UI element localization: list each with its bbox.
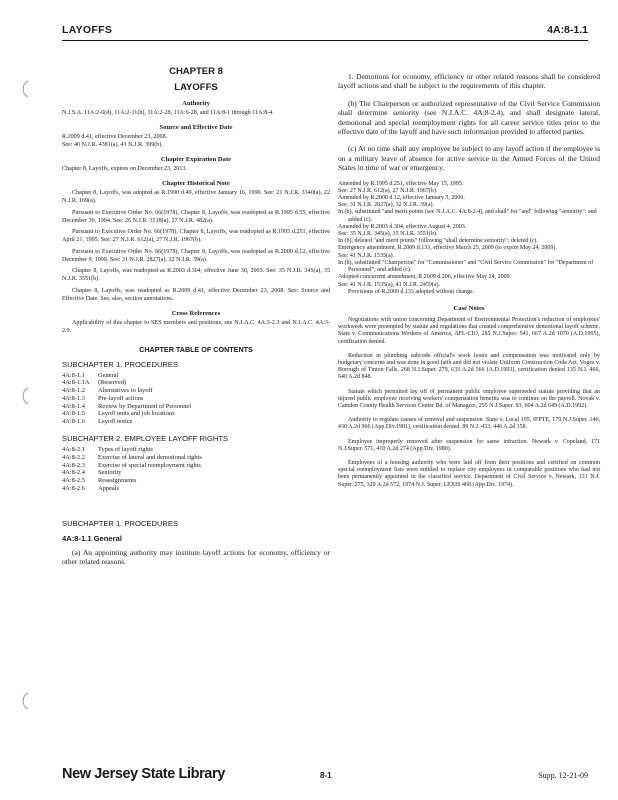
header-section: 4A:8-1.1: [547, 24, 588, 36]
toc-entry-number: 4A:8-1.2: [62, 387, 85, 395]
history-note: Chapter 8, Layoffs, was adopted as R.1990 d.49, effective January 16, 1990. See: 21 N.J.R. 3340(a), 22 N.J.R. 169(a).: [62, 190, 330, 204]
toc-entry-title: (Reserved): [98, 379, 127, 387]
page-footer: [62, 760, 588, 782]
case-note: Reduction in plumbing subcode official's work hours and compensation was motivated only by budgetary concerns and was done in good faith and did not violate Uniform Construction Code Act. Voges v. Borough of Tinton Falls, 268 N.J.Super. 279, 633 A.2d 566 (A.D.1993), certification denied 135 N.J. 466, 640 A.2d 848.: [338, 352, 600, 381]
toc-entry-title: Pre-layoff actions: [98, 394, 144, 402]
amendment-line: See: 35 N.J.R. 345(a), 35 N.J.R. 3551(b).: [338, 231, 438, 238]
chapter-number: CHAPTER 8: [169, 66, 223, 77]
history-note: Pursuant to Executive Order No. 66(1978), Chapter 8, Layoffs, was readopted as R.1995 d.251, effective April 21, 1995. See: 27 N.J.R. 612(a), 27 N.J.R. 1967(b).: [62, 229, 330, 243]
toc-entry[interactable]: [62, 379, 330, 387]
amendment-line: In (b), substituted "and merit points (see N.J.A.C. 4A:8-2.4), and shall" for "and" following "seniority"; and added (c).: [338, 209, 597, 223]
rule-paragraph: (b) The Chairperson or authorized representative of the Civil Service Commission shall determine seniority (see N.J.A.C. 4A:8-2.4), and shall designate lateral, demotional and special reemployment rights for all career service titles prior to the effective date of the layoff and have such information provided to affected parties.: [338, 98, 600, 137]
running-header: [62, 22, 588, 41]
toc-entry-number: 4A:8-1.4: [62, 402, 85, 410]
toc-subchapter-1: SUBCHAPTER 1. PROCEDURES: [62, 359, 179, 369]
rule-paragraph: (c) At no time shall any employee be subject to any layoff action if the employee is on a military leave of absence for active service in the Armed Forces of the United States in time of war or emergency.: [338, 144, 600, 173]
amendment-line: Emergency amendment, R.2009 d.133, effective March 25, 2009 (to expire May 24, 2009).: [338, 245, 557, 252]
toc-entry-title: Appeals: [98, 485, 119, 493]
case-note: Statute which permitted lay off of permanent public employee superseded statute providing that an injured public employee receiving workers' compensation benefits was to continue on the payroll. Novak v. Camden County Health Services Center Bd. of Managers, 255 N.J.Super. 93, 604 A.2d 649 (A.D.1992).: [338, 388, 600, 409]
source-line: R.2009 d.41, effective December 23, 2008.: [62, 134, 168, 140]
toc-entry[interactable]: [62, 372, 330, 380]
toc-entry[interactable]: [62, 387, 330, 395]
toc-entry[interactable]: [62, 403, 330, 411]
toc-heading: CHAPTER TABLE OF CONTENTS: [139, 344, 253, 354]
toc-list-subchapter-2: [62, 446, 330, 493]
toc-entry-number: 4A:8-1.5: [62, 410, 85, 418]
amendment-line: Amended by R.1995 d.251, effective May 15, 1995.: [338, 180, 464, 187]
toc-entry-number: 4A:8-2.1: [62, 446, 85, 454]
case-note: Negotiations with union concerning Department of Environmental Protection's reduction of employees' workweek were preempted by statute and regulations that created comprehensive demotional layoff scheme. State v. Communications Workers of America, AFL-CIO, 285 N.J.Super. 541, 667 A.2d 1070 (A.D.1995), certification denied.: [338, 316, 600, 345]
library-watermark: New Jersey State Library: [62, 766, 225, 782]
toc-entry-title: Types of layoff rights: [98, 446, 153, 454]
expiration-text: Chapter 8, Layoffs, expires on December 23, 2013.: [62, 166, 187, 172]
toc-entry-number: 4A:8-2.2: [62, 453, 85, 461]
toc-list-subchapter-1: [62, 372, 330, 427]
case-note: Authority to regulate causes of removal and suspension. State v. Local 195, IFPTE, 179 N.J.Super. 146, 430 A.2d 966 (App.Div.1981), certification denied, 89 N.J. 433, 446 A.2d 158.: [338, 417, 600, 431]
cross-references-text: Applicability of this chapter to SES members and positions, see N.J.A.C. 4A:3-2.3 and N.J.A.C. 4A:3-2.9.: [62, 319, 330, 334]
authority-text: N.J.S.A. 11A:2-6(d), 11A:2-11(h), 11A:2-28, 11A:6-28, and 11A:8-1 through 11A:8-4.: [62, 110, 274, 116]
toc-entry-number: 4A:8-2.5: [62, 477, 85, 485]
toc-entry[interactable]: [62, 410, 330, 418]
toc-entry-title: Layoff notice: [98, 418, 133, 426]
section-heading: 4A:8-1.1 General: [62, 533, 122, 543]
history-note: Pursuant to Executive Order No. 66(1978), Chapter 8, Layoffs, was readopted as R.2000 d.12, effective December 9, 1999. See: 31 N.J.R. 2827(a), 32 N.J.R. 39(a).: [62, 248, 330, 263]
toc-entry[interactable]: [62, 477, 330, 485]
toc-entry-number: 4A:8-1.1: [62, 371, 85, 379]
source-line: See: 40 N.J.R. 4381(a), 41 N.J.R. 399(b).: [62, 142, 163, 148]
punch-hole-mark: [12, 385, 34, 407]
toc-entry-number: 4A:8-1.1A: [62, 379, 90, 387]
toc-entry-title: Exercise of lateral and demotional rights: [98, 453, 202, 461]
toc-entry[interactable]: [62, 446, 330, 454]
authority-heading: Authority: [182, 100, 210, 107]
amendment-line: See: 41 N.J.R. 1535(a).: [338, 252, 395, 259]
punch-hole-mark: [12, 78, 34, 100]
page-number: 8-1: [320, 771, 332, 780]
amendment-line: Amended by R.2003 d.304, effective August 4, 2003.: [338, 223, 467, 230]
history-note: Pursuant to Executive Order No. 66(1978), Chapter 8, Layoffs, was readopted as R.1995 d.55, effective December 30, 1994. See: 26 N.J.R. 3518(a), 27 N.J.R. 482(a).: [62, 209, 330, 224]
toc-entry-number: 4A:8-2.4: [62, 469, 85, 477]
amendment-line: See: 41 N.J.R. 1535(a), 41 N.J.R. 2459(a).: [338, 281, 440, 288]
toc-entry-title: Seniority: [98, 469, 122, 477]
amendment-notes: [338, 181, 600, 296]
amendment-line: Adopted concurrent amendment, R.2009 d.206, effective May 24, 2009.: [338, 274, 512, 281]
toc-entry[interactable]: [62, 485, 330, 493]
chapter-title: LAYOFFS: [174, 82, 218, 93]
amendment-line: In (b), deleted "and merit points" following "shall determine seniority"; deleted (c).: [338, 238, 538, 245]
toc-entry[interactable]: [62, 418, 330, 426]
left-column: [62, 66, 330, 567]
history-note: Chapter 8, Layoffs, was readopted as R.2009 d.41, effective December 23, 2008. See: Source and Effective Date. See, also, section annotations.: [62, 287, 330, 302]
toc-entry[interactable]: [62, 469, 330, 477]
amendment-line: See: 27 N.J.R. 612(a), 27 N.J.R. 1967(b).: [338, 187, 438, 194]
header-title: LAYOFFS: [62, 24, 113, 36]
amendment-line: Amended by R.2000 d.12, effective January 3, 2000.: [338, 195, 465, 202]
subchapter-heading: SUBCHAPTER 1. PROCEDURES: [62, 518, 179, 528]
case-notes-heading: Case Notes: [453, 304, 485, 312]
rule-paragraph: 1. Demotions for economy, efficiency or other related reasons shall be considered layoff actions and shall be subject to the requirements of this chapter.: [338, 72, 600, 91]
toc-entry[interactable]: [62, 454, 330, 462]
toc-entry[interactable]: [62, 395, 330, 403]
expiration-heading: Chapter Expiration Date: [160, 156, 232, 163]
toc-entry-number: 4A:8-1.3: [62, 394, 85, 402]
toc-entry-title: Exercise of special reemployment rights: [98, 461, 201, 469]
toc-entry-title: General: [98, 371, 119, 379]
toc-entry-title: Review by Department of Personnel: [98, 402, 191, 410]
toc-entry-title: Alternatives to layoff: [98, 387, 153, 395]
amendment-line: See: 31 N.J.R. 2827(a), 32 N.J.R. 39(a).: [338, 202, 434, 209]
supplement-date: Supp. 12-21-09: [538, 771, 588, 780]
amendment-line: Provisions of R.2009 d.133 adopted without change.: [348, 288, 475, 295]
toc-entry-title: Layoff units and job locations: [98, 410, 175, 418]
toc-subchapter-2: SUBCHAPTER 2. EMPLOYEE LAYOFF RIGHTS: [62, 434, 229, 444]
case-note: Employee improperly removed after suspension for same infraction. Newark v. Copeland, 171 N.J.Super. 571, 410 A.2d 274 (App.Div. 1980).: [338, 438, 600, 452]
source-heading: Source and Effective Date: [159, 124, 233, 131]
history-heading: Chapter Historical Note: [162, 180, 230, 187]
case-note: Employees of a housing authority who were laid off from their positions and certified on common special reemployment lists were entitled to replace city employees in comparable positions who had not been permanently appointed in the classified service. Department of Civil Service v. Newark, 131 N.J. Super. 275, 329 A.2d 572, 1974 N.J. Super. LEXIS 468 (App.Div. 1974).: [338, 459, 600, 488]
toc-entry-number: 4A:8-2.6: [62, 485, 85, 493]
toc-entry-number: 4A:8-2.3: [62, 461, 85, 469]
toc-entry-number: 4A:8-1.6: [62, 418, 85, 426]
cross-references-heading: Cross References: [171, 309, 221, 317]
section-paragraph: (a) An appointing authority may institute layoff actions for economy, efficiency or other related reasons.: [62, 547, 330, 567]
amendment-line: In (b), substituted "Chairperson" for "Commissioner" and "Civil Service Commission" for "Department of Personnel"; and added (c).: [338, 259, 594, 274]
toc-entry[interactable]: [62, 462, 330, 470]
punch-hole-mark: [12, 690, 34, 712]
right-column: [338, 72, 600, 496]
history-note: Chapter 8, Layoffs, was readopted as R.2003 d.304, effective June 30, 2003. See: 35 N.J.R. 345(a), 35 N.J.R. 3551(b).: [62, 268, 330, 282]
toc-entry-title: Reassignments: [98, 477, 137, 485]
